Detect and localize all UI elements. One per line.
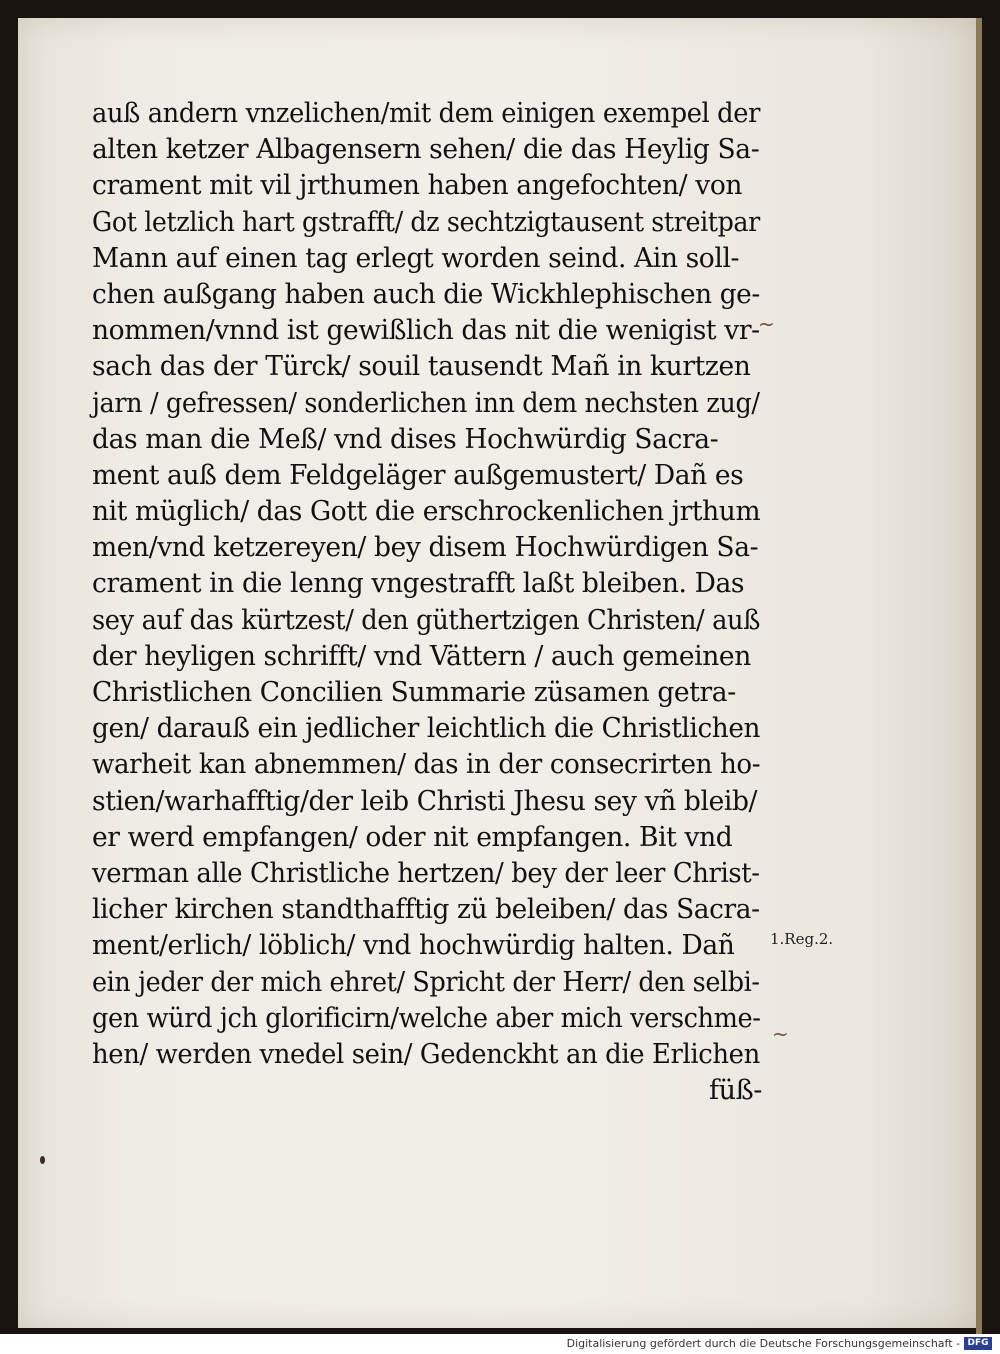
text-line: nommen/vnnd ist gewißlich das nit die wenigist vr- bbox=[92, 315, 760, 347]
text-line: sey auf das kürtzest/ den güthertzigen Christen/ auß bbox=[92, 604, 761, 636]
text-line: das man die Meß/ vnd dises Hochwürdig Sacra- bbox=[92, 423, 719, 455]
text-line: auß andern vnzelichen/mit dem einigen exempel der bbox=[92, 98, 760, 129]
text-line: crament in die lenng vngestrafft laßt bleiben. Das bbox=[92, 568, 745, 600]
body-text bbox=[92, 96, 772, 1109]
text-line: licher kirchen standthafftig zü beleiben/ das Sacra- bbox=[92, 894, 760, 926]
text-line: Christlichen Concilien Summarie züsamen getra- bbox=[92, 677, 736, 708]
text-line: Mann auf einen tag erlegt worden seind. Ain soll- bbox=[92, 242, 740, 274]
text-line: ment auß dem Feldgeläger außgemustert/ Dañ es bbox=[92, 459, 744, 491]
text-line: sach das der Türck/ souil tausendt Mañ in kurtzen bbox=[92, 351, 751, 383]
text-line: hen/ werden vnedel sein/ Gedenckht an die Erlichen bbox=[92, 1038, 760, 1070]
footer-credit: Digitalisierung gefördert durch die Deutsche Forschungsgemeinschaft - bbox=[566, 1337, 960, 1350]
dfg-logo-icon: DFG bbox=[964, 1337, 992, 1350]
pen-mark-icon: ~ bbox=[758, 312, 775, 336]
text-line: ment/erlich/ löblich/ vnd hochwürdig halten. Dañ bbox=[92, 930, 735, 962]
pen-mark-icon: ~ bbox=[772, 1022, 789, 1046]
page-edge bbox=[976, 18, 982, 1334]
text-line: gen würd jch glorificirn/welche aber mich verschme- bbox=[92, 1002, 761, 1034]
text-line: ein jeder der mich ehret/ Spricht der Herr/ den selbi- bbox=[92, 966, 760, 998]
text-line: jarn / gefressen/ sonderlichen inn dem nechsten zug/ bbox=[92, 387, 760, 419]
margin-note: 1.Reg.2. bbox=[770, 930, 834, 948]
text-line: stien/warhafftig/der leib Christi Jhesu sey vñ bleib/ bbox=[92, 785, 758, 817]
text-line: er werd empfangen/ oder nit empfangen. Bit vnd bbox=[92, 821, 733, 853]
text-line: gen/ darauß ein jedlicher leichtlich die Christlichen bbox=[92, 713, 761, 745]
text-line: verman alle Christliche hertzen/ bey der leer Christ- bbox=[92, 857, 760, 889]
text-line: Got letzlich hart gstrafft/ dz sechtzigtausent streitpar bbox=[92, 206, 760, 238]
text-line: warheit kan abnemmen/ das in der consecrirten ho- bbox=[92, 749, 761, 781]
text-line: crament mit vil jrthumen haben angefochten/ von bbox=[92, 170, 743, 202]
ink-spot bbox=[40, 1156, 45, 1164]
text-line: nit müglich/ das Gott die erschrockenlichen jrthum bbox=[92, 496, 761, 528]
text-line: alten ketzer Albagensern sehen/ die das Heylig Sa- bbox=[92, 134, 760, 166]
text-line: chen außgang haben auch die Wickhlephischen ge- bbox=[92, 278, 760, 310]
text-line: der heyligen schrifft/ vnd Vättern / auch gemeinen bbox=[92, 640, 751, 672]
footer bbox=[0, 1334, 1000, 1354]
catchword: füß- bbox=[709, 1075, 762, 1107]
text-line: men/vnd ketzereyen/ bey disem Hochwürdigen Sa- bbox=[92, 532, 759, 564]
